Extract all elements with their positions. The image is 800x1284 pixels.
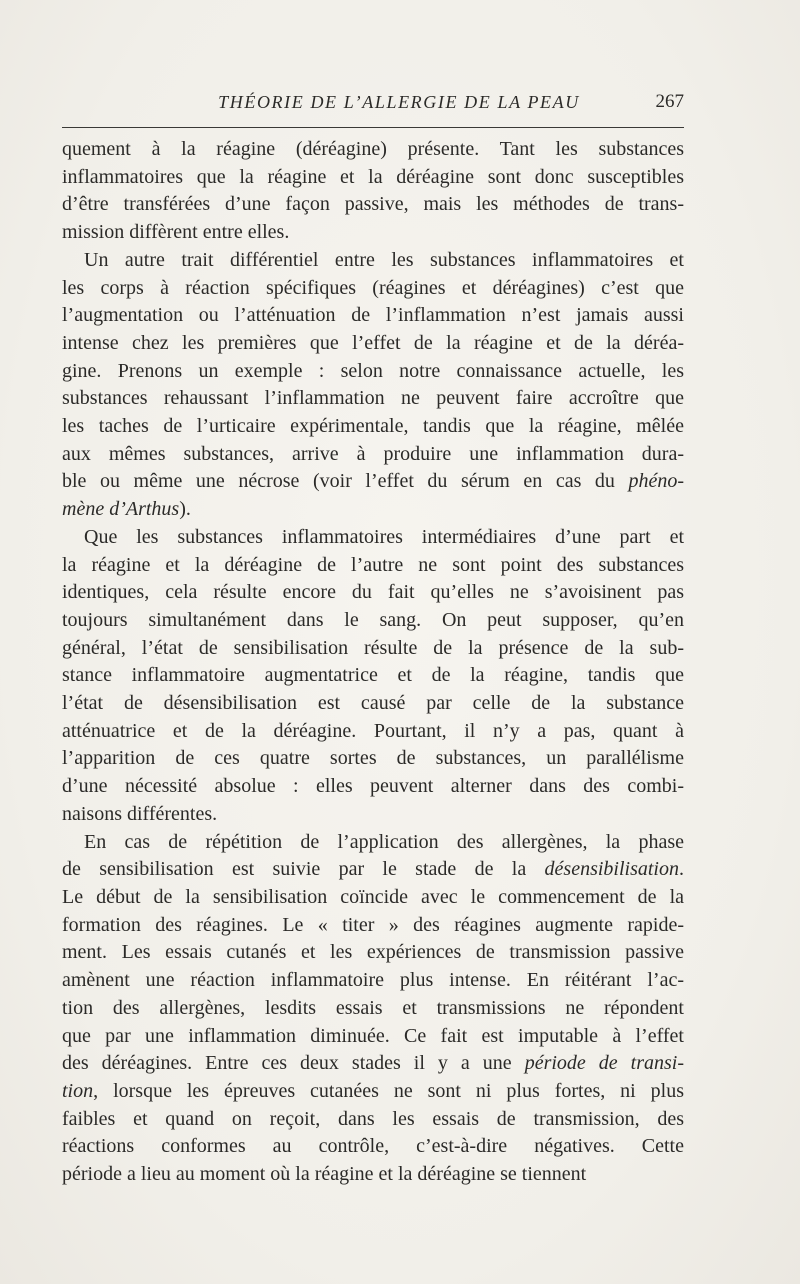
italic-run: période de transi- bbox=[524, 1052, 685, 1075]
text-line bbox=[62, 247, 684, 275]
text-run: des déréagines. Entre ces deux stades il y a une bbox=[62, 1052, 525, 1075]
text-line bbox=[62, 1078, 684, 1106]
text-run: toujours simultanément dans le sang. On peut supposer, qu’en bbox=[62, 608, 684, 631]
text-run: aux mêmes substances, arrive à produire une inflammation dura- bbox=[62, 442, 684, 465]
text-run: Le début de la sensibilisation coïncide avec le commencement de la bbox=[62, 885, 684, 908]
text-run: quement à la réagine (déréagine) présente. Tant les substances bbox=[62, 138, 684, 160]
italic-run: tion bbox=[62, 1079, 94, 1102]
text-run: substances rehaussant l’inflammation ne peuvent faire accroître que bbox=[62, 387, 684, 410]
text-run: l’augmentation ou l’atténuation de l’inflammation n’est jamais aussi bbox=[62, 304, 684, 327]
text-line bbox=[62, 524, 684, 552]
text-run: tion des allergènes, lesdits essais et transmissions ne répondent bbox=[62, 996, 684, 1019]
text-line bbox=[62, 358, 684, 386]
page-number: 267 bbox=[655, 91, 684, 112]
text-run: amènent une réaction inflammatoire plus intense. En réitérant l’ac- bbox=[62, 969, 684, 992]
text-line bbox=[62, 385, 684, 413]
text-line bbox=[62, 662, 684, 690]
text-run: faibles et quand on reçoit, dans les essais de transmission, des bbox=[62, 1107, 684, 1130]
text-run: l’apparition de ces quatre sortes de substances, un parallélisme bbox=[62, 747, 684, 770]
text-run: l’état de désensibilisation est causé par celle de la substance bbox=[62, 692, 684, 715]
text-line bbox=[62, 164, 684, 192]
text-run: d’être transférées d’une façon passive, mais les méthodes de trans- bbox=[62, 193, 684, 216]
text-run: d’une nécessité absolue : elles peuvent alterner dans des combi- bbox=[62, 775, 684, 798]
text-run: , lorsque les épreuves cutanées ne sont ni plus fortes, ni plus bbox=[93, 1079, 684, 1102]
text-line bbox=[62, 967, 684, 995]
italic-run: mène d’Arthus bbox=[62, 498, 180, 521]
text-run: naisons différentes. bbox=[62, 802, 218, 825]
text-line bbox=[62, 330, 684, 358]
italic-run: désensibilisation bbox=[544, 858, 679, 881]
text-run: ble ou même une nécrose (voir l’effet du sérum en cas du bbox=[62, 470, 629, 493]
text-run: la réagine et la déréagine de l’autre ne sont point des substances bbox=[62, 553, 684, 576]
text-run: de sensibilisation est suivie par le stade de la bbox=[62, 858, 545, 881]
text-run: . bbox=[679, 858, 684, 881]
text-line bbox=[62, 302, 684, 330]
text-run: ment. Les essais cutanés et les expériences de transmission passive bbox=[62, 941, 684, 964]
text-run: Un autre trait différentiel entre les substances inflammatoires et bbox=[84, 248, 684, 271]
text-run: identiques, cela résulte encore du fait qu’elles ne s’avoisinent pas bbox=[62, 581, 684, 604]
text-line bbox=[62, 219, 684, 247]
text-line bbox=[62, 635, 684, 663]
text-line bbox=[62, 191, 684, 219]
text-run: Que les substances inflammatoires intermédiaires d’une part et bbox=[84, 525, 684, 548]
text-line bbox=[62, 718, 684, 746]
running-title: THÉORIE DE L’ALLERGIE DE LA PEAU bbox=[218, 92, 580, 112]
text-run: les corps à réaction spécifiques (réagines et déréagines) c’est que bbox=[62, 276, 684, 299]
text-line bbox=[62, 1050, 684, 1078]
text-line bbox=[62, 801, 684, 829]
text-line bbox=[62, 1023, 684, 1051]
text-line bbox=[62, 995, 684, 1023]
text-line bbox=[62, 275, 684, 303]
text-run: En cas de répétition de l’application des allergènes, la phase bbox=[84, 830, 684, 853]
text-line bbox=[62, 690, 684, 718]
text-run: atténuatrice et de la déréagine. Pourtant, il n’y a pas, quant à bbox=[62, 719, 684, 742]
text-run: période a lieu au moment où la réagine et la déréagine se tiennent bbox=[62, 1163, 587, 1186]
text-line bbox=[62, 441, 684, 469]
text-line bbox=[62, 745, 684, 773]
header-rule bbox=[62, 127, 684, 128]
text-line bbox=[62, 829, 684, 857]
text-run: ). bbox=[179, 498, 191, 521]
text-line bbox=[62, 939, 684, 967]
text-run: mission diffèrent entre elles. bbox=[62, 221, 290, 244]
text-line bbox=[62, 856, 684, 884]
text-line bbox=[62, 552, 684, 580]
text-line bbox=[62, 468, 684, 496]
text-line bbox=[62, 579, 684, 607]
text-run: stance inflammatoire augmentatrice et de la réagine, tandis que bbox=[62, 664, 684, 687]
text-run: les taches de l’urticaire expérimentale, tandis que la réagine, mêlée bbox=[62, 415, 684, 438]
body-text bbox=[62, 136, 684, 1189]
text-run: général, l’état de sensibilisation résulte de la présence de la sub- bbox=[62, 636, 684, 659]
text-line bbox=[62, 1161, 684, 1189]
text-line bbox=[62, 773, 684, 801]
text-line bbox=[62, 884, 684, 912]
text-run: réactions conformes au contrôle, c’est-à-dire négatives. Cette bbox=[62, 1135, 684, 1158]
running-head bbox=[62, 88, 684, 116]
text-line bbox=[62, 607, 684, 635]
text-run: gine. Prenons un exemple : selon notre connaissance actuelle, les bbox=[62, 359, 684, 382]
italic-run: phéno- bbox=[628, 470, 684, 493]
text-run: formation des réagines. Le « titer » des réagines augmente rapide- bbox=[62, 913, 684, 936]
text-run: que par une inflammation diminuée. Ce fait est imputable à l’effet bbox=[62, 1024, 684, 1047]
text-line bbox=[62, 496, 684, 524]
text-line bbox=[62, 136, 684, 164]
text-line bbox=[62, 912, 684, 940]
text-run: inflammatoires que la réagine et la déréagine sont donc susceptibles bbox=[62, 165, 684, 188]
text-line bbox=[62, 1106, 684, 1134]
text-line bbox=[62, 1133, 684, 1161]
text-run: intense chez les premières que l’effet de la réagine et de la déréa- bbox=[62, 331, 684, 354]
text-line bbox=[62, 413, 684, 441]
